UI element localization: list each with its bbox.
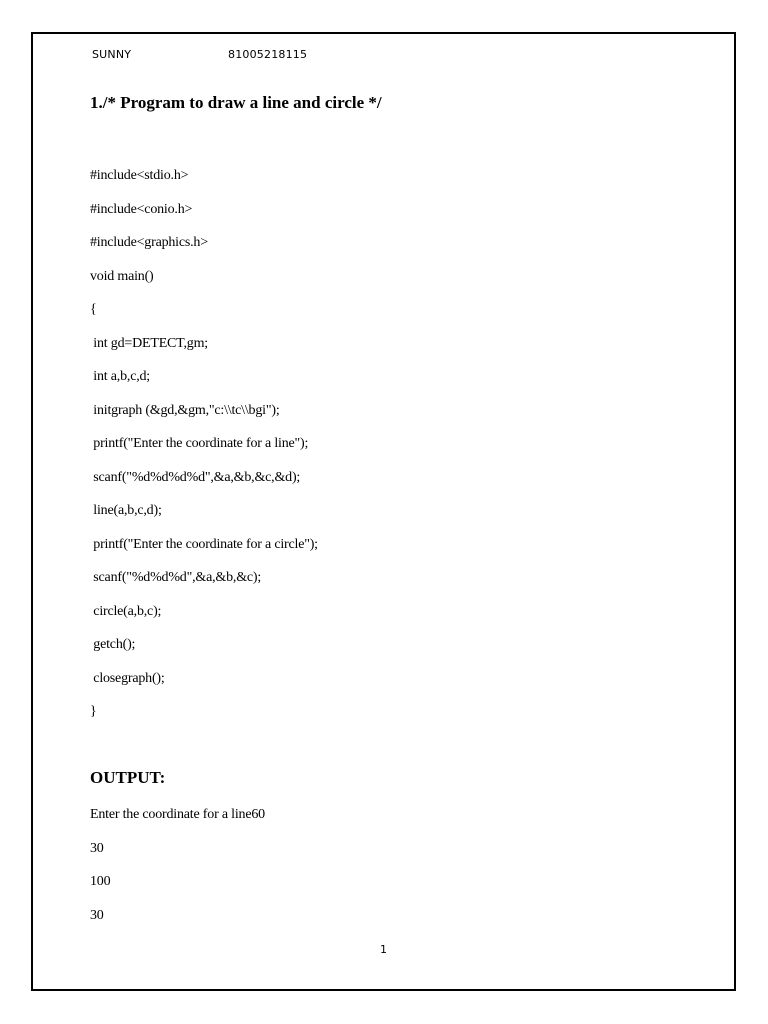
code-line: closegraph(); <box>90 670 165 686</box>
page-number: 1 <box>380 943 387 956</box>
output-block <box>90 805 265 939</box>
code-line: printf("Enter the coordinate for a circle"); <box>90 536 318 552</box>
header-name: SUNNY <box>92 48 132 61</box>
code-line: int a,b,c,d; <box>90 369 150 384</box>
output-line: 30 <box>90 907 104 923</box>
program-title: 1./* Program to draw a line and circle */ <box>90 93 382 112</box>
code-line: #include<stdio.h> <box>90 168 189 183</box>
output-line: 100 <box>90 874 111 889</box>
code-line: int gd=DETECT,gm; <box>90 335 208 351</box>
code-line: scanf("%d%d%d",&a,&b,&c); <box>90 570 262 585</box>
code-line: #include<graphics.h> <box>90 235 208 250</box>
code-line: void main() <box>90 268 154 284</box>
code-line: { <box>90 302 97 317</box>
output-heading: OUTPUT: <box>90 768 166 787</box>
code-line: line(a,b,c,d); <box>90 503 162 518</box>
header-id: 81005218115 <box>228 48 308 61</box>
code-line: getch(); <box>90 637 136 652</box>
code-line: printf("Enter the coordinate for a line"); <box>90 436 309 451</box>
code-line: } <box>90 704 97 719</box>
output-line: Enter the coordinate for a line60 <box>90 807 265 822</box>
output-line: 30 <box>90 840 104 856</box>
code-line: initgraph (&gd,&gm,"c:\\tc\\bgi"); <box>90 402 280 418</box>
code-line: #include<conio.h> <box>90 201 193 217</box>
code-block <box>90 166 318 736</box>
code-line: scanf("%d%d%d%d",&a,&b,&c,&d); <box>90 469 301 485</box>
code-line: circle(a,b,c); <box>90 603 162 619</box>
